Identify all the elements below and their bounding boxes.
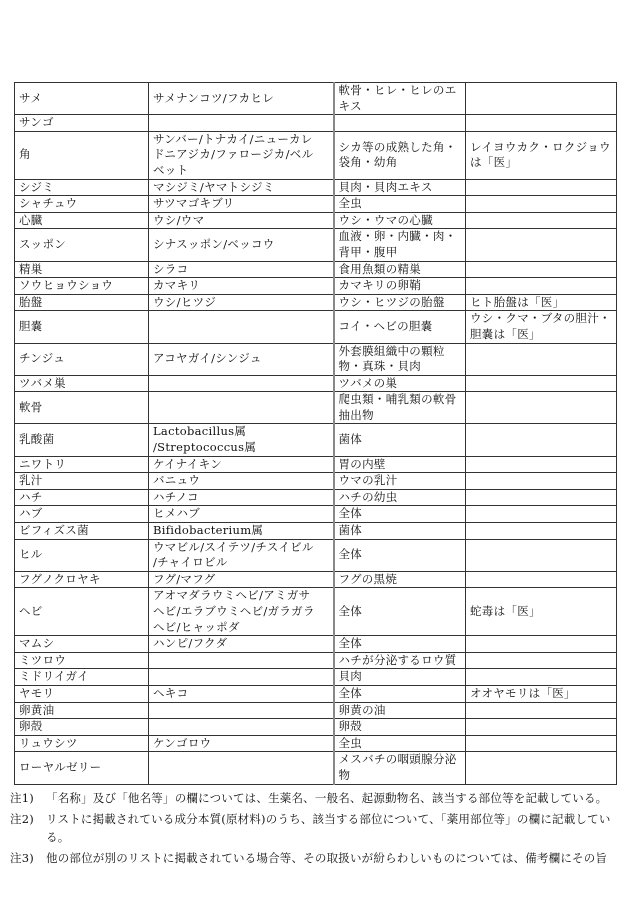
part-cell: 菌体: [334, 424, 466, 456]
remarks-cell: [466, 343, 617, 375]
name-cell: 軟骨: [15, 392, 149, 424]
other-name-cell: [149, 652, 334, 669]
part-cell: 全虫: [334, 735, 466, 752]
part-cell: ツバメの巣: [334, 375, 466, 392]
remarks-cell: 蛇毒は「医」: [466, 588, 617, 636]
note-text: リストに掲載されている成分本質(原材料)のうち、該当する部位について、「薬用部位等」の欄に記載している。: [46, 811, 611, 844]
table-row: [15, 702, 617, 719]
remarks-cell: [466, 735, 617, 752]
remarks-cell: [466, 375, 617, 392]
name-cell: 卵殻: [15, 719, 149, 736]
other-name-cell: シラコ: [149, 261, 334, 278]
remarks-cell: [466, 212, 617, 229]
part-cell: 外套膜組織中の顆粒 物・真珠・貝肉: [334, 343, 466, 375]
name-cell: 乳酸菌: [15, 424, 149, 456]
name-cell: シャチュウ: [15, 196, 149, 213]
table-row: [15, 685, 617, 702]
other-name-cell: [149, 752, 334, 784]
table-row: [15, 571, 617, 588]
remarks-cell: ウシ・クマ・ブタの胆汁・ 胆嚢は「医」: [466, 311, 617, 343]
name-cell: ミドリイガイ: [15, 669, 149, 686]
name-cell: ハブ: [15, 506, 149, 523]
table-row: [15, 196, 617, 213]
other-name-cell: アオマダラウミヘビ/アミガサ ヘビ/エラブウミヘビ/ガラガラ ヘビ/ヒャッポダ: [149, 588, 334, 636]
table-row: [15, 652, 617, 669]
table-row: [15, 588, 617, 636]
name-cell: ビフィズス菌: [15, 523, 149, 540]
note-label: 注2): [10, 811, 34, 826]
other-name-cell: サメナンコツ/フカヒレ: [149, 83, 334, 115]
other-name-cell: [149, 702, 334, 719]
name-cell: ローヤルゼリー: [15, 752, 149, 784]
table-row: [15, 83, 617, 115]
table-row: [15, 669, 617, 686]
name-cell: ヘビ: [15, 588, 149, 636]
note-label: 注3): [10, 850, 34, 865]
other-name-cell: ハチノコ: [149, 489, 334, 506]
other-name-cell: [149, 719, 334, 736]
table-row: [15, 752, 617, 784]
part-cell: シカ等の成熟した角・ 袋角・幼角: [334, 131, 466, 179]
table-row: [15, 735, 617, 752]
name-cell: チンジュ: [15, 343, 149, 375]
name-cell: マムシ: [15, 636, 149, 653]
part-cell: [334, 115, 466, 132]
table-row: [15, 131, 617, 179]
remarks-cell: [466, 115, 617, 132]
table-row: [15, 115, 617, 132]
table-row: [15, 424, 617, 456]
part-cell: フグの黒焼: [334, 571, 466, 588]
note-label: 注1): [10, 790, 34, 805]
table-row: [15, 229, 617, 261]
part-cell: 卵殻: [334, 719, 466, 736]
part-cell: 軟骨・ヒレ・ヒレのエ キス: [334, 83, 466, 115]
note-text: 「名称」及び「他名等」の欄については、生薬名、一般名、起源動物名、該当する部位等を記載している。: [46, 790, 608, 805]
remarks-cell: オオヤモリは「医」: [466, 685, 617, 702]
name-cell: リュウシツ: [15, 735, 149, 752]
name-cell: スッポン: [15, 229, 149, 261]
name-cell: ツバメ巣: [15, 375, 149, 392]
remarks-cell: [466, 571, 617, 588]
table-row: [15, 375, 617, 392]
remarks-cell: [466, 278, 617, 295]
remarks-cell: [466, 702, 617, 719]
other-name-cell: アコヤガイ/シンジュ: [149, 343, 334, 375]
part-cell: 貝肉: [334, 669, 466, 686]
table-row: [15, 311, 617, 343]
remarks-cell: [466, 179, 617, 196]
part-cell: 菌体: [334, 523, 466, 540]
table-row: [15, 343, 617, 375]
part-cell: 全体: [334, 539, 466, 571]
table-row: [15, 212, 617, 229]
other-name-cell: [149, 669, 334, 686]
table-row: [15, 392, 617, 424]
name-cell: ミツロウ: [15, 652, 149, 669]
name-cell: ソウヒョウショウ: [15, 278, 149, 295]
remarks-cell: [466, 456, 617, 473]
table-row: [15, 294, 617, 311]
name-cell: フグノクロヤキ: [15, 571, 149, 588]
remarks-cell: [466, 719, 617, 736]
name-cell: シジミ: [15, 179, 149, 196]
name-cell: 乳汁: [15, 473, 149, 490]
other-name-cell: [149, 392, 334, 424]
ingredient-table: [14, 82, 617, 785]
part-cell: 全体: [334, 506, 466, 523]
part-cell: 血液・卵・内臓・肉・ 背甲・腹甲: [334, 229, 466, 261]
part-cell: 卵黄の油: [334, 702, 466, 719]
other-name-cell: マシジミ/ヤマトシジミ: [149, 179, 334, 196]
other-name-cell: [149, 375, 334, 392]
other-name-cell: [149, 115, 334, 132]
remarks-cell: [466, 229, 617, 261]
other-name-cell: カマキリ: [149, 278, 334, 295]
table-row: [15, 523, 617, 540]
name-cell: ヒル: [15, 539, 149, 571]
part-cell: 食用魚類の精巣: [334, 261, 466, 278]
name-cell: 角: [15, 131, 149, 179]
part-cell: 全体: [334, 588, 466, 636]
part-cell: カマキリの卵鞘: [334, 278, 466, 295]
remarks-cell: [466, 752, 617, 784]
other-name-cell: サツマゴキブリ: [149, 196, 334, 213]
remarks-cell: [466, 196, 617, 213]
part-cell: 全体: [334, 685, 466, 702]
name-cell: ハチ: [15, 489, 149, 506]
table-row: [15, 456, 617, 473]
remarks-cell: [466, 489, 617, 506]
remarks-cell: レイヨウカク・ロクジョウ は「医」: [466, 131, 617, 179]
other-name-cell: ウシ/ウマ: [149, 212, 334, 229]
remarks-cell: [466, 669, 617, 686]
other-name-cell: Lactobacillus属 /Streptococcus属: [149, 424, 334, 456]
remarks-cell: [466, 636, 617, 653]
remarks-cell: [466, 539, 617, 571]
part-cell: 爬虫類・哺乳類の軟骨 抽出物: [334, 392, 466, 424]
table-body: [15, 83, 617, 785]
name-cell: 精巣: [15, 261, 149, 278]
other-name-cell: サンバー/トナカイ/ニューカレ ドニアジカ/ファロージカ/ベル ベット: [149, 131, 334, 179]
name-cell: ヤモリ: [15, 685, 149, 702]
name-cell: 心臓: [15, 212, 149, 229]
part-cell: コイ・ヘビの胆嚢: [334, 311, 466, 343]
other-name-cell: シナスッポン/ベッコウ: [149, 229, 334, 261]
table-row: [15, 506, 617, 523]
note-text: 他の部位が別のリストに掲載されている場合等、その取扱いが紛らわしいものについては、備考欄にその旨: [46, 850, 608, 865]
part-cell: 全虫: [334, 196, 466, 213]
part-cell: ウマの乳汁: [334, 473, 466, 490]
other-name-cell: ケンゴロウ: [149, 735, 334, 752]
remarks-cell: ヒト胎盤は「医」: [466, 294, 617, 311]
part-cell: ハチが分泌するロウ質: [334, 652, 466, 669]
name-cell: ニワトリ: [15, 456, 149, 473]
table-row: [15, 489, 617, 506]
other-name-cell: ハンピ/フクダ: [149, 636, 334, 653]
part-cell: ウシ・ウマの心臓: [334, 212, 466, 229]
table-row: [15, 636, 617, 653]
other-name-cell: フグ/マフグ: [149, 571, 334, 588]
other-name-cell: ケイナイキン: [149, 456, 334, 473]
part-cell: メスバチの咽頭腺分泌 物: [334, 752, 466, 784]
name-cell: サメ: [15, 83, 149, 115]
part-cell: ハチの幼虫: [334, 489, 466, 506]
part-cell: 全体: [334, 636, 466, 653]
part-cell: ウシ・ヒツジの胎盤: [334, 294, 466, 311]
name-cell: 胎盤: [15, 294, 149, 311]
remarks-cell: [466, 506, 617, 523]
note-1: [10, 789, 622, 807]
other-name-cell: Bifidobacterium属: [149, 523, 334, 540]
other-name-cell: バニュウ: [149, 473, 334, 490]
other-name-cell: [149, 311, 334, 343]
name-cell: 卵黄油: [15, 702, 149, 719]
other-name-cell: ヘキコ: [149, 685, 334, 702]
name-cell: 胆嚢: [15, 311, 149, 343]
table-row: [15, 278, 617, 295]
remarks-cell: [466, 83, 617, 115]
name-cell: サンゴ: [15, 115, 149, 132]
table-row: [15, 539, 617, 571]
table-row: [15, 261, 617, 278]
note-3: [10, 849, 622, 867]
table-row: [15, 179, 617, 196]
other-name-cell: ヒメハブ: [149, 506, 334, 523]
part-cell: 貝肉・貝肉エキス: [334, 179, 466, 196]
other-name-cell: ウマビル/スイテツ/チスイビル /チャイロビル: [149, 539, 334, 571]
remarks-cell: [466, 392, 617, 424]
remarks-cell: [466, 473, 617, 490]
table-row: [15, 719, 617, 736]
notes: [10, 789, 622, 867]
remarks-cell: [466, 424, 617, 456]
remarks-cell: [466, 261, 617, 278]
table-row: [15, 473, 617, 490]
note-2: [10, 810, 622, 846]
remarks-cell: [466, 652, 617, 669]
remarks-cell: [466, 523, 617, 540]
other-name-cell: ウシ/ヒツジ: [149, 294, 334, 311]
document-body: [10, 82, 616, 870]
part-cell: 胃の内壁: [334, 456, 466, 473]
